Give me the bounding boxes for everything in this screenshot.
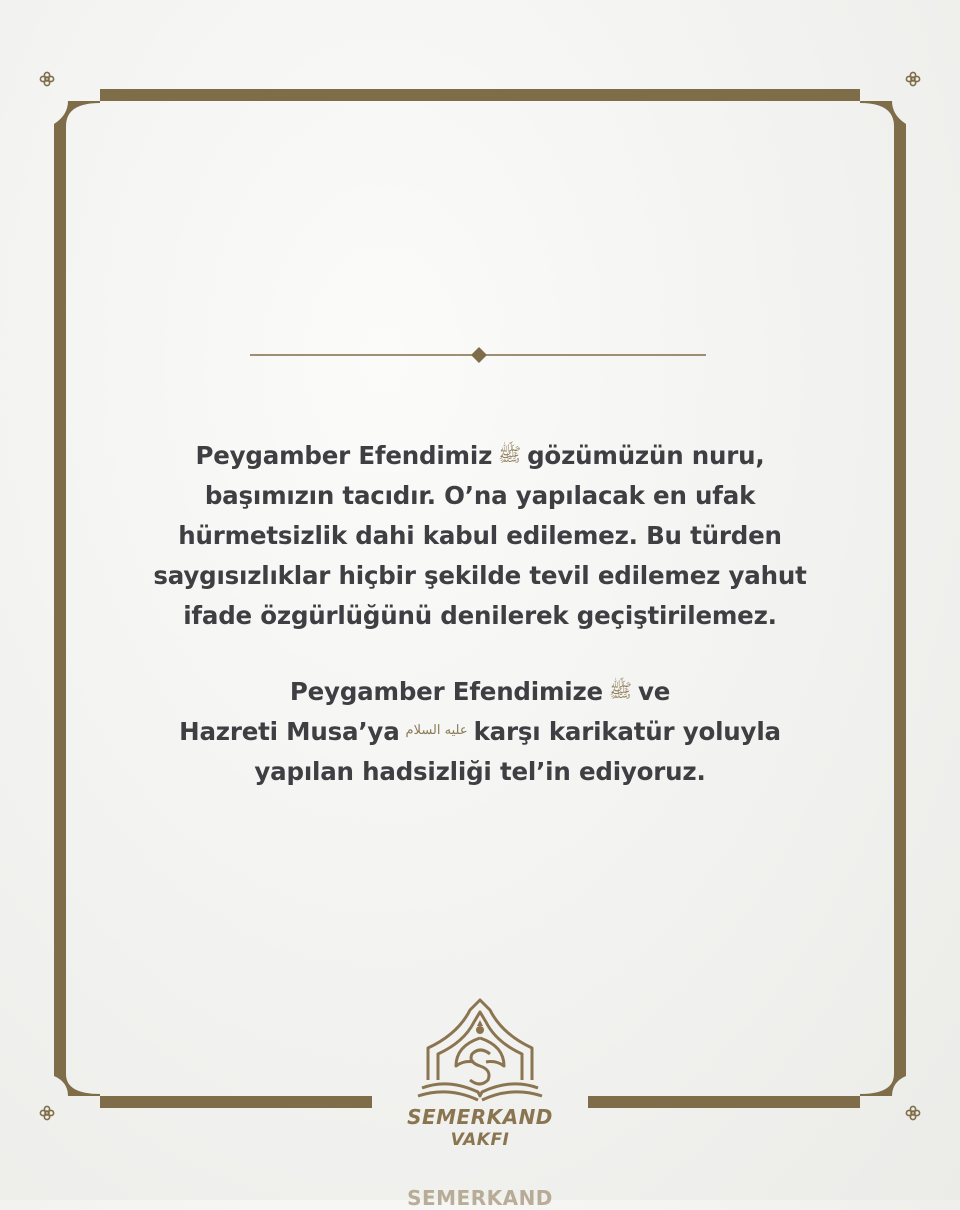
logo-reflection-text: SEMERKAND	[407, 1186, 553, 1210]
text-segment: Peygamber Efendimize	[289, 677, 603, 706]
divider-ornament	[250, 346, 706, 364]
rosette-icon-bottom-right	[906, 1106, 919, 1119]
statement-line: saygısızlıklar hiçbir şekilde tevil edilemez yahut	[153, 561, 807, 590]
corner-bottom-right	[860, 1066, 906, 1096]
frame-right-bar	[894, 134, 906, 1066]
statement-line: ifade özgürlüğünü denilerek geçiştirilemez.	[183, 601, 777, 630]
honorific-as-icon: عليه السلام	[405, 723, 468, 738]
text-segment: karşı karikatür yoluyla	[473, 717, 781, 746]
text-segment: Peygamber Efendimiz	[195, 441, 493, 470]
text-segment: gözümüzün nuru,	[527, 441, 765, 470]
rosette-icon-bottom-left	[40, 1106, 53, 1119]
statement-line: hürmetsizlik dahi kabul edilemez. Bu türden	[178, 521, 782, 550]
logo-subtitle: VAKFI	[450, 1130, 510, 1150]
statement-paragraph-2	[120, 672, 840, 792]
corner-top-right	[860, 101, 906, 134]
frame-top-bar	[100, 89, 860, 101]
honorific-sav-icon: ﷺ	[608, 680, 632, 702]
frame-bottom-bar-right	[588, 1096, 860, 1108]
honorific-sav-icon: ﷺ	[498, 444, 522, 466]
rosette-icon-top-right	[906, 72, 919, 85]
statement-line: başımızın tacıdır. O’na yapılacak en ufak	[204, 481, 756, 510]
frame-bottom-bar-left	[100, 1096, 372, 1108]
statement-line: yapılan hadsizliği tel’in ediyoruz.	[254, 757, 706, 786]
statement-line	[120, 672, 840, 712]
text-segment: ve	[637, 677, 671, 706]
statement-paragraph-1	[120, 436, 840, 636]
diamond-icon	[471, 347, 487, 363]
rosette-icon-top-left	[40, 72, 53, 85]
logo-wordmark: SEMERKAND	[407, 1105, 553, 1129]
statement-line	[120, 436, 840, 476]
frame-left-bar	[54, 134, 66, 1066]
text-segment: Hazreti Musa’ya	[179, 717, 400, 746]
corner-bottom-left	[54, 1066, 100, 1096]
corner-top-left	[54, 101, 100, 134]
statement-line	[120, 712, 840, 752]
